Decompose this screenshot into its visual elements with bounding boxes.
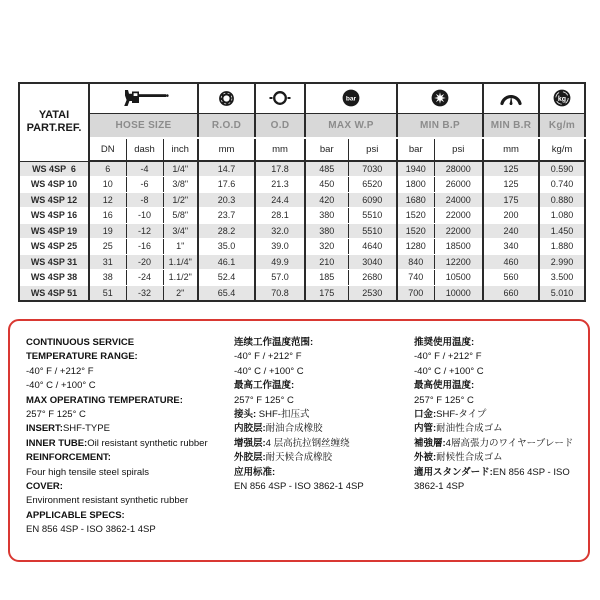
unit-header: mm <box>198 138 255 161</box>
table-row <box>19 285 585 301</box>
value-cell: 16 <box>89 208 126 224</box>
value-cell: 740 <box>397 270 434 286</box>
value-cell: 6520 <box>348 177 397 193</box>
value-cell: 200 <box>483 208 539 224</box>
column-group-label: HOSE SIZE <box>89 113 198 138</box>
value-cell: -10 <box>126 208 163 224</box>
value-cell: 2530 <box>348 285 397 301</box>
value-cell: 3040 <box>348 254 397 270</box>
value-cell: 65.4 <box>198 285 255 301</box>
spec-line: 3862-1 4SP <box>414 481 465 493</box>
english-specs <box>26 336 234 538</box>
column-group-label: R.O.D <box>198 113 255 138</box>
value-cell: 1.450 <box>539 223 585 239</box>
part-number-cell: WS 4SP 51 <box>19 285 89 301</box>
part-number-cell: WS 4SP 10 <box>19 177 89 193</box>
value-cell: 23.7 <box>198 208 255 224</box>
value-cell: 19 <box>89 223 126 239</box>
value-cell: 4640 <box>348 239 397 255</box>
value-cell: 240 <box>483 223 539 239</box>
value-cell: 6090 <box>348 192 397 208</box>
value-cell: 1280 <box>397 239 434 255</box>
header-units-row <box>19 138 585 161</box>
value-cell: 31 <box>89 254 126 270</box>
value-cell: 450 <box>305 177 348 193</box>
rod-ring-icon <box>199 84 254 113</box>
spec-line: APPLICABLE SPECS: <box>26 509 125 521</box>
value-cell: 380 <box>305 208 348 224</box>
value-cell: 51 <box>89 285 126 301</box>
unit-header: bar <box>305 138 348 161</box>
part-number-cell: WS 4SP 38 <box>19 270 89 286</box>
spec-line: REINFORCEMENT: <box>26 452 111 464</box>
value-cell: 39.0 <box>255 239 305 255</box>
value-cell: 7030 <box>348 161 397 177</box>
value-cell: 6 <box>89 161 126 177</box>
value-cell: 0.590 <box>539 161 585 177</box>
value-cell: -8 <box>126 192 163 208</box>
value-cell: 1.1/4" <box>163 254 198 270</box>
value-cell: 2.990 <box>539 254 585 270</box>
value-cell: -6 <box>126 177 163 193</box>
column-icon-cell <box>539 83 585 113</box>
spec-line: INSERT:SHF-TYPE <box>26 423 110 435</box>
spec-line: -40° F / +212° F <box>414 351 482 363</box>
value-cell: 1800 <box>397 177 434 193</box>
unit-header: mm <box>483 138 539 161</box>
spec-line: 最高工作温度: <box>234 380 295 392</box>
svg-text:bar: bar <box>345 95 357 103</box>
part-number-cell: WS 4SP 16 <box>19 208 89 224</box>
column-icon-cell <box>305 83 397 113</box>
value-cell: 1/4" <box>163 161 198 177</box>
spec-line: -40° C / +100° C <box>234 365 304 377</box>
value-cell: 1.080 <box>539 208 585 224</box>
value-cell: 22000 <box>434 223 483 239</box>
value-cell: 10500 <box>434 270 483 286</box>
value-cell: 52.4 <box>198 270 255 286</box>
value-cell: 700 <box>397 285 434 301</box>
spec-line: -40° F / +212° F <box>234 351 302 363</box>
value-cell: 26000 <box>434 177 483 193</box>
value-cell: 320 <box>305 239 348 255</box>
column-icon-cell <box>198 83 255 113</box>
value-cell: 485 <box>305 161 348 177</box>
value-cell: 3/4" <box>163 223 198 239</box>
value-cell: 28.2 <box>198 223 255 239</box>
value-cell: 380 <box>305 223 348 239</box>
spec-line: 補強層:4層高張力のワイヤーブレード <box>414 437 574 449</box>
spec-line: 外胶层:耐天候合成橡胶 <box>234 452 333 464</box>
part-number-cell: WS 4SP 25 <box>19 239 89 255</box>
value-cell: -24 <box>126 270 163 286</box>
spec-line: 適用スタンダード:EN 856 4SP - ISO <box>414 466 570 478</box>
value-cell: -20 <box>126 254 163 270</box>
value-cell: 1.1/2" <box>163 270 198 286</box>
value-cell: 125 <box>483 161 539 177</box>
bar-pressure-icon <box>306 84 396 113</box>
value-cell: 5510 <box>348 223 397 239</box>
column-group-label: MIN B.P <box>397 113 483 138</box>
value-cell: 21.3 <box>255 177 305 193</box>
unit-header: kg/m <box>539 138 585 161</box>
spec-line: EN 856 4SP - ISO 3862-1 4SP <box>26 524 156 536</box>
value-cell: 5.010 <box>539 285 585 301</box>
value-cell: 3/8" <box>163 177 198 193</box>
spec-line: -40° F / +212° F <box>26 365 94 377</box>
value-cell: 185 <box>305 270 348 286</box>
value-cell: 17.8 <box>255 161 305 177</box>
value-cell: 35.0 <box>198 239 255 255</box>
value-cell: 46.1 <box>198 254 255 270</box>
value-cell: 10 <box>89 177 126 193</box>
header-labels-row <box>19 113 585 138</box>
value-cell: 560 <box>483 270 539 286</box>
value-cell: 460 <box>483 254 539 270</box>
value-cell: 175 <box>483 192 539 208</box>
unit-header: dash <box>126 138 163 161</box>
column-group-label: Kg/m <box>539 113 585 138</box>
value-cell: 3.500 <box>539 270 585 286</box>
unit-header: DN <box>89 138 126 161</box>
value-cell: 14.7 <box>198 161 255 177</box>
spec-line: 应用标准: <box>234 466 276 478</box>
column-icon-cell <box>397 83 483 113</box>
value-cell: 0.880 <box>539 192 585 208</box>
burst-star-icon <box>398 84 482 113</box>
spec-line: 连续工作温度范围: <box>234 337 314 348</box>
unit-header: bar <box>397 138 434 161</box>
spec-line: TEMPERATURE RANGE: <box>26 351 138 363</box>
value-cell: 2" <box>163 285 198 301</box>
value-cell: 210 <box>305 254 348 270</box>
japanese-specs <box>414 336 586 494</box>
value-cell: 28.1 <box>255 208 305 224</box>
gauge-icon <box>484 84 538 113</box>
spec-line: 口金:SHF-タイプ <box>414 409 487 421</box>
column-icon-cell <box>483 83 539 113</box>
value-cell: 5510 <box>348 208 397 224</box>
spec-line: 257° F 125° C <box>234 394 294 406</box>
value-cell: 24000 <box>434 192 483 208</box>
value-cell: -12 <box>126 223 163 239</box>
column-icon-cell <box>89 83 198 113</box>
part-ref-label: PART.REF. <box>26 122 82 135</box>
specs-box <box>8 319 590 562</box>
table-row <box>19 270 585 286</box>
hose-spec-table <box>18 82 586 302</box>
chinese-specs <box>234 336 412 494</box>
value-cell: 20.3 <box>198 192 255 208</box>
spec-table-body <box>19 161 585 301</box>
unit-header: mm <box>255 138 305 161</box>
spec-line: Environment resistant synthetic rubber <box>26 495 189 507</box>
spec-line: -40° C / +100° C <box>26 380 96 392</box>
value-cell: -4 <box>126 161 163 177</box>
part-number-cell: WS 4SP 6 <box>19 161 89 177</box>
table-row <box>19 161 585 177</box>
spec-line: CONTINUOUS SERVICE <box>26 337 135 348</box>
spec-line: 推奨使用温度: <box>414 337 475 348</box>
value-cell: 17.6 <box>198 177 255 193</box>
value-cell: 49.9 <box>255 254 305 270</box>
table-row <box>19 254 585 270</box>
column-group-label: O.D <box>255 113 305 138</box>
value-cell: 25 <box>89 239 126 255</box>
unit-header: psi <box>348 138 397 161</box>
value-cell: 22000 <box>434 208 483 224</box>
spec-line: 增强层:4 层高抗拉钢丝缠绕 <box>234 437 350 449</box>
spec-line: 内管:耐油性合成ゴム <box>414 423 503 435</box>
table-row <box>19 177 585 193</box>
value-cell: 0.740 <box>539 177 585 193</box>
part-number-cell: WS 4SP 31 <box>19 254 89 270</box>
spec-line: EN 856 4SP - ISO 3862-1 4SP <box>234 481 364 493</box>
value-cell: 70.8 <box>255 285 305 301</box>
spec-line: 最高使用温度: <box>414 380 475 392</box>
spec-line: MAX OPERATING TEMPERATURE: <box>26 394 183 406</box>
table-row <box>19 223 585 239</box>
table-row <box>19 239 585 255</box>
value-cell: 57.0 <box>255 270 305 286</box>
part-ref-header <box>19 83 89 161</box>
unit-header: psi <box>434 138 483 161</box>
spec-line: 内胶层:耐油合成橡胶 <box>234 423 323 435</box>
spec-line: INNER TUBE:Oil resistant synthetic rubber <box>26 437 208 449</box>
value-cell: 38 <box>89 270 126 286</box>
svg-text:kg: kg <box>557 96 567 104</box>
value-cell: 1/2" <box>163 192 198 208</box>
spec-line: 257° F 125° C <box>26 409 86 421</box>
value-cell: 1.880 <box>539 239 585 255</box>
spec-line: -40° C / +100° C <box>414 365 484 377</box>
value-cell: 12200 <box>434 254 483 270</box>
table-row <box>19 192 585 208</box>
value-cell: 10000 <box>434 285 483 301</box>
column-icon-cell <box>255 83 305 113</box>
header-icons-row <box>19 83 585 113</box>
value-cell: 1" <box>163 239 198 255</box>
spec-line: 257° F 125° C <box>414 394 474 406</box>
spec-line: Four high tensile steel spirals <box>26 466 150 478</box>
value-cell: 660 <box>483 285 539 301</box>
value-cell: 125 <box>483 177 539 193</box>
caliper-icon <box>90 84 197 113</box>
unit-header: inch <box>163 138 198 161</box>
value-cell: 32.0 <box>255 223 305 239</box>
spec-line: 接头: SHF-扣压式 <box>234 409 310 421</box>
kg-weight-icon <box>540 84 584 113</box>
value-cell: 5/8" <box>163 208 198 224</box>
part-number-cell: WS 4SP 12 <box>19 192 89 208</box>
value-cell: -32 <box>126 285 163 301</box>
value-cell: 340 <box>483 239 539 255</box>
value-cell: 18500 <box>434 239 483 255</box>
value-cell: 12 <box>89 192 126 208</box>
value-cell: 1680 <box>397 192 434 208</box>
value-cell: 420 <box>305 192 348 208</box>
value-cell: -16 <box>126 239 163 255</box>
column-group-label: MIN B.R <box>483 113 539 138</box>
value-cell: 1520 <box>397 208 434 224</box>
spec-line: COVER: <box>26 481 63 493</box>
spec-line: 外被:耐候性合成ゴム <box>414 452 503 464</box>
value-cell: 28000 <box>434 161 483 177</box>
table-row <box>19 208 585 224</box>
value-cell: 1520 <box>397 223 434 239</box>
od-diameter-icon <box>256 84 304 113</box>
value-cell: 840 <box>397 254 434 270</box>
value-cell: 1940 <box>397 161 434 177</box>
part-number-cell: WS 4SP 19 <box>19 223 89 239</box>
value-cell: 175 <box>305 285 348 301</box>
brand-name: YATAI <box>38 109 70 122</box>
value-cell: 2680 <box>348 270 397 286</box>
column-group-label: MAX W.P <box>305 113 397 138</box>
value-cell: 24.4 <box>255 192 305 208</box>
